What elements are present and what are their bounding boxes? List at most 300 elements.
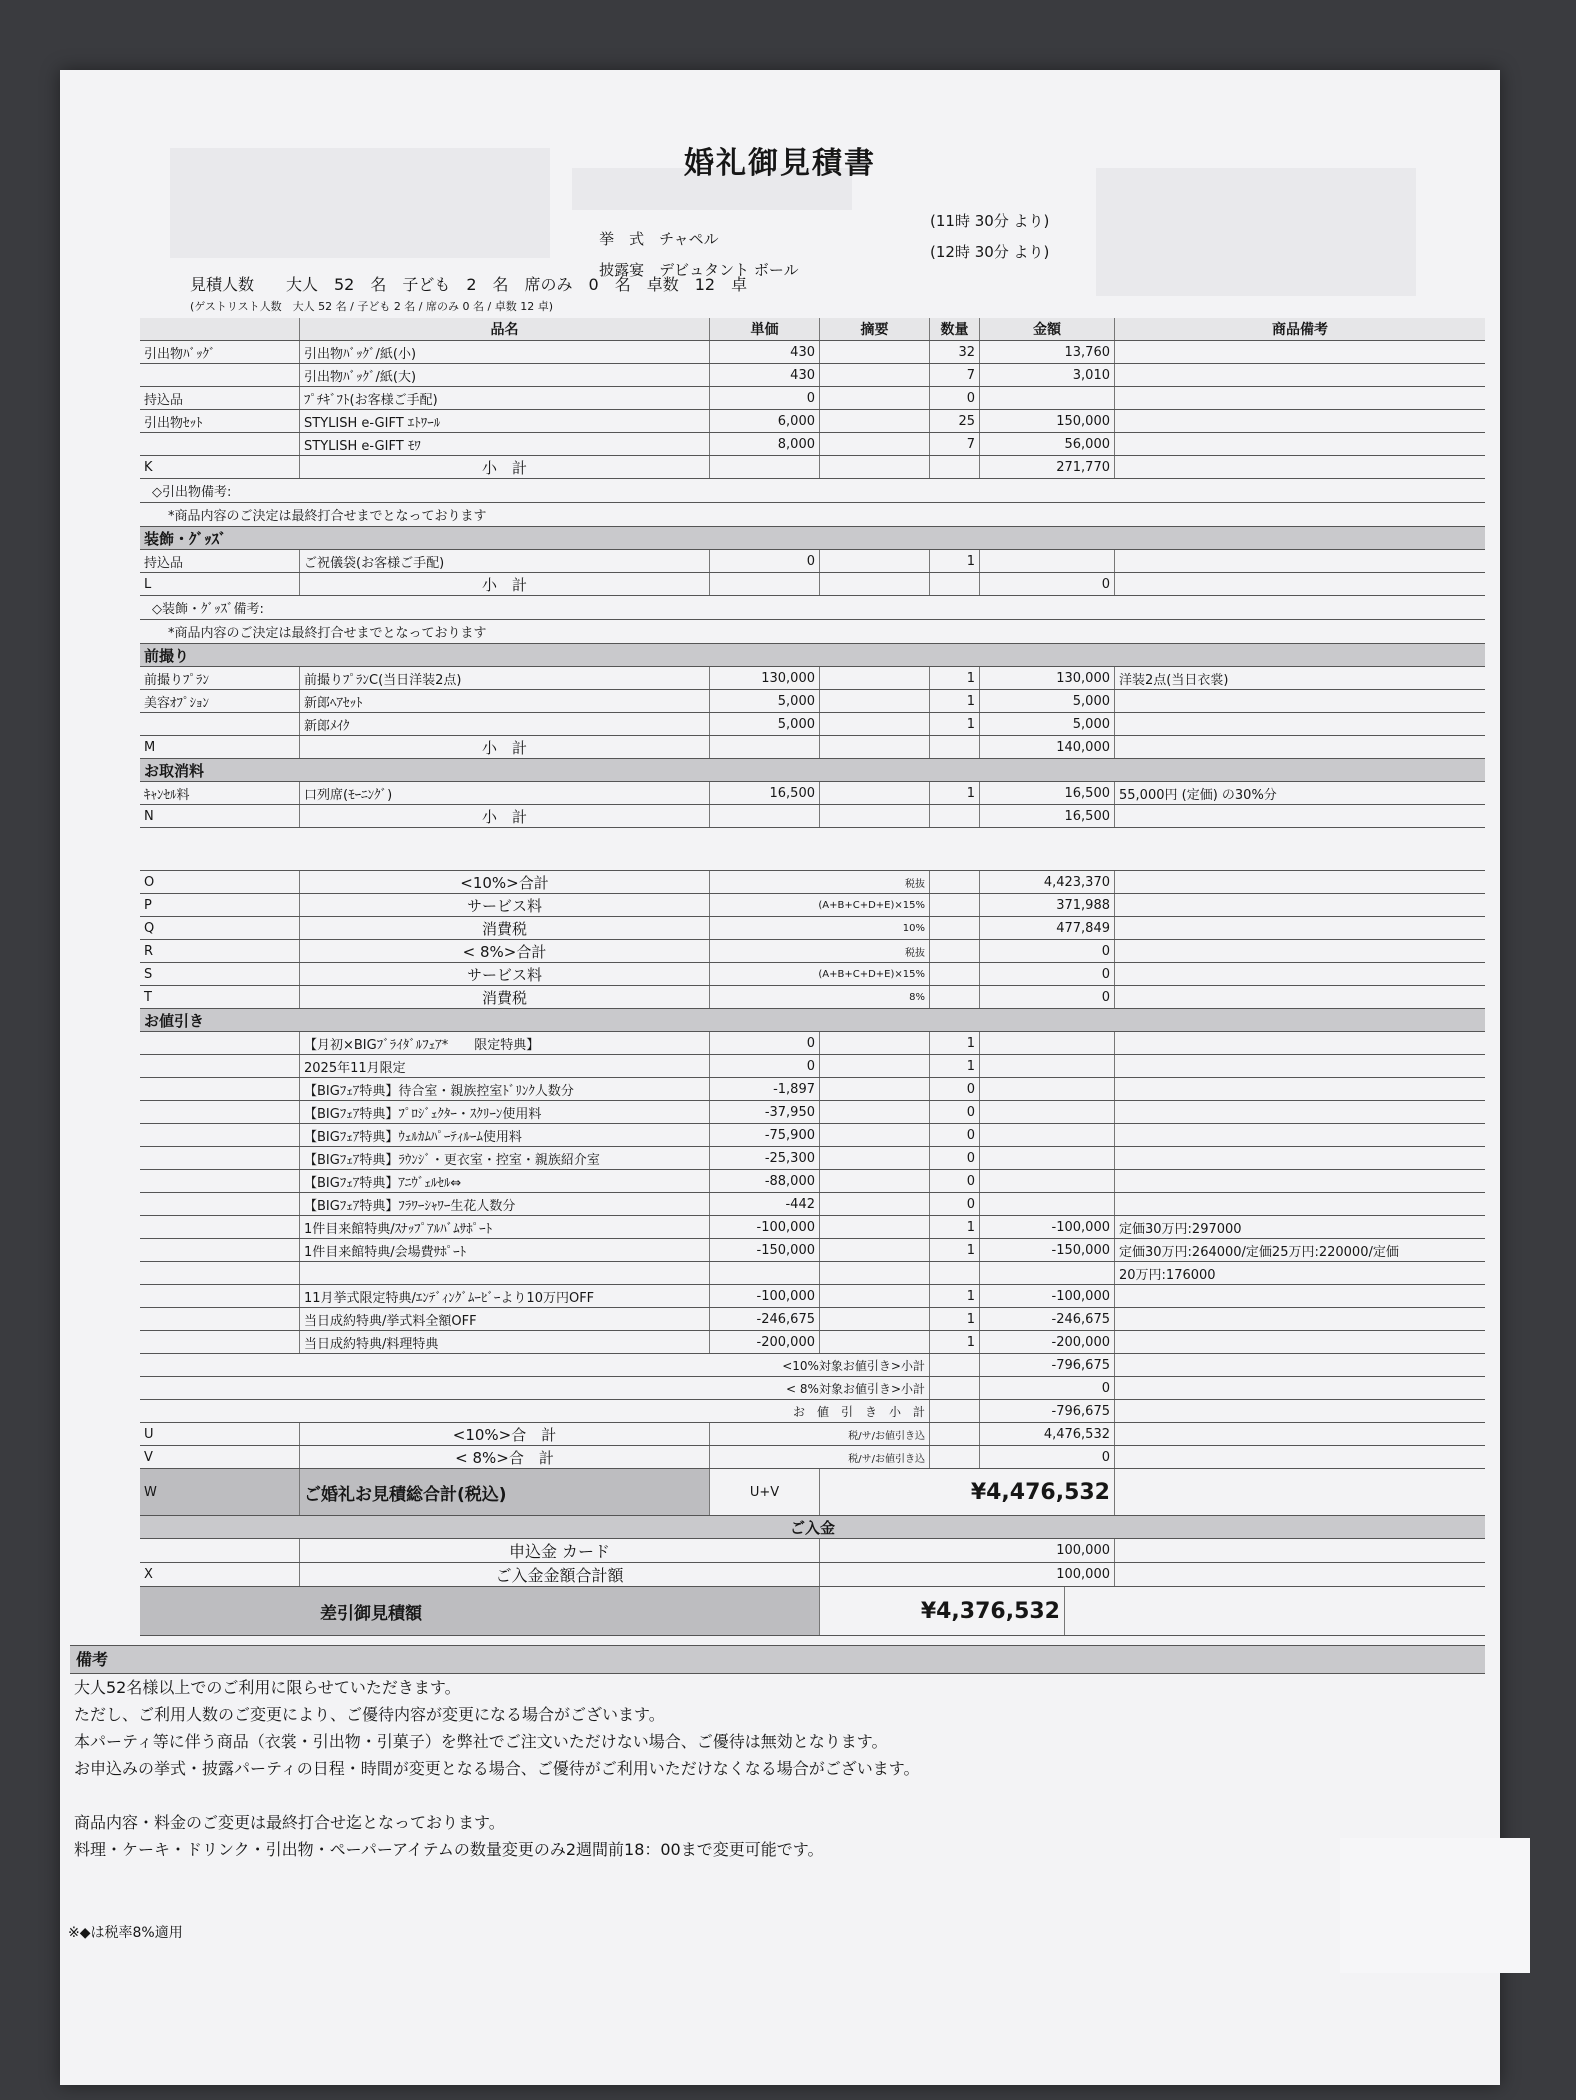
amount-cell: 5,000 xyxy=(980,713,1115,735)
quantity-cell: 1 xyxy=(930,1032,980,1054)
abstract-cell xyxy=(820,1124,930,1146)
unit-price-cell: -246,675 xyxy=(710,1308,820,1330)
subtotal-row xyxy=(140,573,1485,596)
category-cell xyxy=(140,1170,300,1192)
payment-row xyxy=(140,1539,1485,1563)
remark-line: 料理・ケーキ・ドリンク・引出物・ペーパーアイテムの数量変更のみ2週間前18：00まで変更可能です。 xyxy=(74,1840,824,1859)
quantity-cell: 0 xyxy=(930,1170,980,1192)
remark-line: 商品内容・料金のご変更は最終打合せ迄となっております。 xyxy=(74,1813,505,1832)
blank-cell xyxy=(930,871,980,893)
table-row xyxy=(140,550,1485,573)
blank-cell xyxy=(1115,736,1485,758)
total-label: < 8%>合計 xyxy=(300,940,710,962)
category-cell xyxy=(140,1078,300,1100)
discount-subtotal-row xyxy=(140,1354,1485,1377)
section-header xyxy=(140,527,1485,550)
redacted-area xyxy=(1340,1838,1530,1973)
abstract-cell xyxy=(820,1055,930,1077)
abstract-cell xyxy=(820,1216,930,1238)
item-name-cell: 引出物ﾊﾞｯｸﾞ/紙(小) xyxy=(300,341,710,363)
col-unit: 単価 xyxy=(710,318,820,340)
subtotal-row xyxy=(140,456,1485,479)
reception-time: (12時 30分 より) xyxy=(930,243,1050,261)
table-row xyxy=(140,410,1485,433)
amount-cell xyxy=(980,1032,1115,1054)
total-label: < 8%>合 計 xyxy=(300,1446,710,1468)
blank-cell xyxy=(930,986,980,1008)
table-row xyxy=(140,1239,1485,1262)
abstract-cell xyxy=(820,1078,930,1100)
category-cell xyxy=(140,1055,300,1077)
section-header xyxy=(140,759,1485,782)
category-cell xyxy=(140,1124,300,1146)
estimate-total-amount: ¥4,476,532 xyxy=(820,1469,1115,1515)
item-name-cell: ﾌﾟﾁｷﾞﾌﾄ(お客様ご手配) xyxy=(300,387,710,409)
blank-cell xyxy=(1115,1423,1485,1445)
blank-cell xyxy=(930,963,980,985)
unit-price-cell: -1,897 xyxy=(710,1078,820,1100)
discount-subtotal-label: <10%対象お値引き>小計 xyxy=(140,1354,930,1376)
blank-cell xyxy=(930,1354,980,1376)
table-row xyxy=(140,1308,1485,1331)
total-row xyxy=(140,986,1485,1009)
blank-cell xyxy=(930,1377,980,1399)
category-cell xyxy=(140,1147,300,1169)
item-remark-cell: 定価30万円:297000 xyxy=(1119,1221,1242,1237)
quantity-cell: 1 xyxy=(930,1308,980,1330)
item-name-cell: 当日成約特典/挙式料全額OFF xyxy=(300,1308,710,1330)
item-name-cell: 【BIGﾌｪｱ特典】待合室・親族控室ﾄﾞﾘﾝｸ人数分 xyxy=(300,1078,710,1100)
table-header xyxy=(140,318,1485,341)
item-name-cell xyxy=(300,1262,710,1284)
item-name-cell: 1件目来館特典/会場費ｻﾎﾟｰﾄ xyxy=(300,1239,710,1261)
unit-price-cell: -200,000 xyxy=(710,1331,820,1353)
abstract-cell xyxy=(820,1285,930,1307)
blank-cell xyxy=(820,573,930,595)
quantity-cell: 7 xyxy=(930,433,980,455)
balance-row xyxy=(140,1587,1485,1636)
category-cell: 持込品 xyxy=(140,387,300,409)
blank-cell xyxy=(930,456,980,478)
unit-price-cell: 0 xyxy=(710,550,820,572)
subtotal-amount: 16,500 xyxy=(980,805,1115,827)
table-row xyxy=(140,667,1485,690)
unit-price-cell: -37,950 xyxy=(710,1101,820,1123)
blank-cell xyxy=(930,736,980,758)
amount-cell xyxy=(980,1193,1115,1215)
item-remark-cell xyxy=(1115,1055,1485,1077)
abstract-cell xyxy=(820,341,930,363)
total-amount: 0 xyxy=(980,1446,1115,1468)
amount-cell: 5,000 xyxy=(980,690,1115,712)
blank-cell xyxy=(820,456,930,478)
table-row xyxy=(140,1124,1485,1147)
item-remark-cell xyxy=(1115,433,1485,455)
item-name-cell: 口列席(ﾓｰﾆﾝｸﾞ) xyxy=(300,782,710,804)
category-cell xyxy=(140,713,300,735)
document-title: 婚礼御見積書 xyxy=(684,146,876,181)
payment-title: ご入金 xyxy=(789,1518,835,1537)
total-mark: T xyxy=(140,986,300,1008)
category-cell: 引出物ﾊﾞｯｸﾞ xyxy=(140,341,300,363)
item-name-cell: 引出物ﾊﾞｯｸﾞ/紙(大) xyxy=(300,364,710,386)
col-remarks: 商品備考 xyxy=(1272,322,1328,338)
item-remark-cell xyxy=(1115,1124,1485,1146)
total-basis: 税/サ/お値引き込 xyxy=(710,1423,930,1445)
discount-subtotal-row xyxy=(140,1377,1485,1400)
blank-cell xyxy=(1115,917,1485,939)
table-row xyxy=(140,1055,1485,1078)
note-line: *商品内容のご決定は最終打合せまでとなっております xyxy=(140,620,1485,644)
footnote: ※◆は税率8%適用 xyxy=(68,1925,183,1941)
remark-line xyxy=(74,1782,1485,1809)
item-name-cell: STYLISH e-GIFT ﾓﾜ xyxy=(300,433,710,455)
subtotal-label: 小 計 xyxy=(300,573,710,595)
category-cell xyxy=(140,364,300,386)
blank-cell xyxy=(1115,456,1485,478)
ceremony-venue: チャペル xyxy=(659,230,719,248)
col-name: 品名 xyxy=(300,318,710,340)
remark-line: お申込みの挙式・披露パーティの日程・時間が変更となる場合、ご優待がご利用いただけなくなる場合がございます。 xyxy=(74,1759,920,1778)
table-row xyxy=(140,433,1485,456)
total-basis: (A+B+C+D+E)×15% xyxy=(710,963,930,985)
table-row xyxy=(140,1032,1485,1055)
blank-cell xyxy=(930,1446,980,1468)
abstract-cell xyxy=(820,782,930,804)
amount-cell: -200,000 xyxy=(980,1331,1115,1353)
unit-price-cell: -100,000 xyxy=(710,1285,820,1307)
blank-cell xyxy=(1115,1354,1485,1376)
total-row xyxy=(140,894,1485,917)
total-amount: 4,423,370 xyxy=(980,871,1115,893)
category-cell xyxy=(140,1285,300,1307)
item-remark-cell xyxy=(1115,341,1485,363)
quantity-cell: 0 xyxy=(930,387,980,409)
table-row xyxy=(140,1078,1485,1101)
quantity-cell: 0 xyxy=(930,1147,980,1169)
quantity-cell: 0 xyxy=(930,1101,980,1123)
discount-subtotal-amount: 0 xyxy=(980,1377,1115,1399)
item-remark-cell xyxy=(1115,1032,1485,1054)
total-mark: O xyxy=(140,871,300,893)
blank-cell xyxy=(710,736,820,758)
item-remark-cell xyxy=(1115,1101,1485,1123)
table-row xyxy=(140,1101,1485,1124)
amount-cell xyxy=(980,1262,1115,1284)
amount-cell xyxy=(980,1055,1115,1077)
subtotal-mark: K xyxy=(140,456,300,478)
payment-amount: 100,000 xyxy=(820,1563,1115,1586)
category-cell: 引出物ｾｯﾄ xyxy=(140,410,300,432)
unit-price-cell: -100,000 xyxy=(710,1216,820,1238)
item-remark-cell: 55,000円 (定価) の30%分 xyxy=(1119,787,1277,803)
item-name-cell: STYLISH e-GIFT ｴﾄﾜｰﾙ xyxy=(300,410,710,432)
reception-venue: デビュタント ボール xyxy=(659,261,799,279)
total-row xyxy=(140,1446,1485,1469)
blank-cell xyxy=(1115,1377,1485,1399)
unit-price-cell: 5,000 xyxy=(710,713,820,735)
category-cell: 持込品 xyxy=(140,550,300,572)
amount-cell xyxy=(980,1124,1115,1146)
amount-cell xyxy=(980,1147,1115,1169)
subtotal-amount: 0 xyxy=(980,573,1115,595)
amount-cell xyxy=(980,550,1115,572)
total-mark: S xyxy=(140,963,300,985)
total-label: <10%>合 計 xyxy=(300,1423,710,1445)
total-basis: 10% xyxy=(710,917,930,939)
remark-line: ただし、ご利用人数のご変更により、ご優待内容が変更になる場合がございます。 xyxy=(74,1705,665,1724)
abstract-cell xyxy=(820,387,930,409)
item-remark-cell xyxy=(1115,364,1485,386)
abstract-cell xyxy=(820,1101,930,1123)
quantity-cell: 32 xyxy=(930,341,980,363)
unit-price-cell: 0 xyxy=(710,1055,820,1077)
section-title: お値引き xyxy=(144,1011,205,1030)
remarks-section xyxy=(70,1645,1485,1863)
quantity-cell: 1 xyxy=(930,713,980,735)
category-cell xyxy=(140,1101,300,1123)
total-label: サービス料 xyxy=(300,894,710,916)
item-name-cell: 【BIGﾌｪｱ特典】ｱﾆｳﾞｪﾙｾﾙ⇔ xyxy=(300,1170,710,1192)
total-row xyxy=(140,1423,1485,1446)
total-mark: V xyxy=(140,1446,300,1468)
quantity-cell: 1 xyxy=(930,1331,980,1353)
estimate-table xyxy=(140,318,1485,1636)
category-cell xyxy=(140,1331,300,1353)
item-name-cell: 当日成約特典/料理特典 xyxy=(300,1331,710,1353)
item-name-cell: 【BIGﾌｪｱ特典】ｳｪﾙｶﾑﾊﾟｰﾃｨﾙｰﾑ使用料 xyxy=(300,1124,710,1146)
item-remark-cell xyxy=(1115,387,1485,409)
section-title: お取消料 xyxy=(144,761,205,780)
subtotal-label: 小 計 xyxy=(300,736,710,758)
item-remark-cell xyxy=(1115,1078,1485,1100)
section-title: 装飾・ｸﾞｯｽﾞ xyxy=(144,529,227,548)
total-row xyxy=(140,963,1485,986)
item-name-cell: 1件目来館特典/ｽﾅｯﾌﾟｱﾙﾊﾞﾑｻﾎﾟｰﾄ xyxy=(300,1216,710,1238)
blank-cell xyxy=(1115,573,1485,595)
blank-cell xyxy=(710,456,820,478)
abstract-cell xyxy=(820,1262,930,1284)
payment-mark xyxy=(140,1539,300,1562)
guestlist-count: (ゲストリスト人数 大人 52 名 / 子ども 2 名 / 席のみ 0 名 / 卓数 12 卓) xyxy=(190,300,553,313)
amount-cell: -246,675 xyxy=(980,1308,1115,1330)
payment-label: 申込金 カード xyxy=(300,1539,820,1562)
item-remark-cell: 洋装2点(当日衣裳) xyxy=(1119,672,1229,688)
item-remark-cell xyxy=(1115,1147,1485,1169)
discount-subtotal-label: < 8%対象お値引き>小計 xyxy=(140,1377,930,1399)
blank-cell xyxy=(930,894,980,916)
unit-price-cell: -25,300 xyxy=(710,1147,820,1169)
total-mark: U xyxy=(140,1423,300,1445)
unit-price-cell: 0 xyxy=(710,1032,820,1054)
subtotal-row xyxy=(140,736,1485,759)
amount-cell: 130,000 xyxy=(980,667,1115,689)
unit-price-cell: 430 xyxy=(710,341,820,363)
unit-price-cell: -88,000 xyxy=(710,1170,820,1192)
item-name-cell: 新郎ﾍｱｾｯﾄ xyxy=(300,690,710,712)
balance-label: 差引御見積額 xyxy=(140,1587,820,1635)
quantity-cell: 1 xyxy=(930,1216,980,1238)
blank-cell xyxy=(930,940,980,962)
quantity-cell: 0 xyxy=(930,1193,980,1215)
table-row xyxy=(140,341,1485,364)
blank-cell xyxy=(1115,894,1485,916)
total-amount: 371,988 xyxy=(980,894,1115,916)
headcount: 見積人数 大人 52 名 子ども 2 名 席のみ 0 名 卓数 12 卓 xyxy=(190,275,748,294)
blank-cell xyxy=(930,1400,980,1422)
remark-line: 大人52名様以上でのご利用に限らせていただきます。 xyxy=(74,1678,461,1697)
discount-subtotal-amount: -796,675 xyxy=(980,1354,1115,1376)
amount-cell: 3,010 xyxy=(980,364,1115,386)
amount-cell xyxy=(980,1078,1115,1100)
item-name-cell: 2025年11月限定 xyxy=(300,1055,710,1077)
category-cell xyxy=(140,1193,300,1215)
total-amount: 477,849 xyxy=(980,917,1115,939)
payment-header xyxy=(140,1516,1485,1539)
remarks-title: 備考 xyxy=(70,1645,1485,1674)
table-row xyxy=(140,1331,1485,1354)
blank-cell xyxy=(820,805,930,827)
amount-cell: 16,500 xyxy=(980,782,1115,804)
payment-row xyxy=(140,1563,1485,1587)
reception-label: 披露宴 xyxy=(599,261,645,279)
table-row xyxy=(140,1216,1485,1239)
item-name-cell: 前撮りﾌﾟﾗﾝC(当日洋装2点) xyxy=(300,667,710,689)
payment-amount: 100,000 xyxy=(820,1539,1115,1562)
amount-cell xyxy=(980,387,1115,409)
total-amount: 0 xyxy=(980,963,1115,985)
total-basis: (A+B+C+D+E)×15% xyxy=(710,894,930,916)
category-cell xyxy=(140,1308,300,1330)
total-mark: Q xyxy=(140,917,300,939)
total-mark: R xyxy=(140,940,300,962)
payment-label: ご入金金額合計額 xyxy=(300,1563,820,1586)
blank-cell xyxy=(710,573,820,595)
item-remark-cell: 定価30万円:264000/定価25万円:220000/定価 xyxy=(1119,1244,1399,1260)
unit-price-cell: 5,000 xyxy=(710,690,820,712)
unit-price-cell: 0 xyxy=(710,387,820,409)
table-row xyxy=(140,713,1485,736)
blank-cell xyxy=(1065,1587,1485,1635)
unit-price-cell: 8,000 xyxy=(710,433,820,455)
note-line: *商品内容のご決定は最終打合せまでとなっております xyxy=(140,503,1485,527)
subtotal-label: 小 計 xyxy=(300,805,710,827)
quantity-cell: 0 xyxy=(930,1078,980,1100)
blank-cell xyxy=(1115,986,1485,1008)
discount-subtotal-amount: -796,675 xyxy=(980,1400,1115,1422)
abstract-cell xyxy=(820,1239,930,1261)
col-amount: 金額 xyxy=(980,318,1115,340)
unit-price-cell: 6,000 xyxy=(710,410,820,432)
quantity-cell: 1 xyxy=(930,1239,980,1261)
subtotal-mark: N xyxy=(140,805,300,827)
category-cell xyxy=(140,1262,300,1284)
section-header xyxy=(140,1009,1485,1032)
blank-cell xyxy=(1115,963,1485,985)
blank-cell xyxy=(930,917,980,939)
blank-cell xyxy=(930,573,980,595)
table-row xyxy=(140,782,1485,805)
total-basis: 税抜 xyxy=(710,940,930,962)
amount-cell: 150,000 xyxy=(980,410,1115,432)
quantity-cell: 7 xyxy=(930,364,980,386)
abstract-cell xyxy=(820,667,930,689)
item-name-cell: 【BIGﾌｪｱ特典】ﾌﾗﾜｰｼｬﾜｰ生花人数分 xyxy=(300,1193,710,1215)
total-row xyxy=(140,871,1485,894)
table-row xyxy=(140,1262,1485,1285)
amount-cell: -150,000 xyxy=(980,1239,1115,1261)
amount-cell xyxy=(980,1170,1115,1192)
unit-price-cell: 16,500 xyxy=(710,782,820,804)
blank-cell xyxy=(1115,1563,1485,1586)
blank-cell xyxy=(820,736,930,758)
total-amount: 0 xyxy=(980,986,1115,1008)
abstract-cell xyxy=(820,364,930,386)
quantity-cell: 1 xyxy=(930,782,980,804)
estimate-total-label: ご婚礼お見積総合計(税込) xyxy=(300,1469,710,1515)
blank-cell xyxy=(1115,940,1485,962)
abstract-cell xyxy=(820,1308,930,1330)
item-name-cell: 11月挙式限定特典/ｴﾝﾃﾞｨﾝｸﾞﾑｰﾋﾞｰより10万円OFF xyxy=(300,1285,710,1307)
item-remark-cell xyxy=(1115,690,1485,712)
category-cell xyxy=(140,1239,300,1261)
unit-price-cell: 430 xyxy=(710,364,820,386)
item-name-cell: 【BIGﾌｪｱ特典】ﾗｳﾝｼﾞ・更衣室・控室・親族紹介室 xyxy=(300,1147,710,1169)
quantity-cell: 0 xyxy=(930,1124,980,1146)
abstract-cell xyxy=(820,1193,930,1215)
section-header xyxy=(140,644,1485,667)
item-remark-cell xyxy=(1115,1193,1485,1215)
total-mark: P xyxy=(140,894,300,916)
quantity-cell: 1 xyxy=(930,550,980,572)
total-mark: W xyxy=(140,1469,300,1515)
item-remark-cell xyxy=(1115,1285,1485,1307)
note-line: ◇装飾・ｸﾞｯｽﾞ備考: xyxy=(140,596,1485,620)
abstract-cell xyxy=(820,550,930,572)
quantity-cell: 1 xyxy=(930,1055,980,1077)
quantity-cell: 1 xyxy=(930,690,980,712)
category-cell xyxy=(140,1032,300,1054)
total-amount: 4,476,532 xyxy=(980,1423,1115,1445)
subtotal-label: 小 計 xyxy=(300,456,710,478)
spacer-row xyxy=(140,828,1485,871)
total-row xyxy=(140,940,1485,963)
item-name-cell: ご祝儀袋(お客様ご手配) xyxy=(300,550,710,572)
remark-line: 本パーティ等に伴う商品（衣裳・引出物・引菓子）を弊社でご注文いただけない場合、ご優待は無効となります。 xyxy=(74,1732,888,1751)
item-name-cell: 【月初×BIGﾌﾞﾗｲﾀﾞﾙﾌｪｱ* 限定特典】 xyxy=(300,1032,710,1054)
unit-price-cell xyxy=(710,1262,820,1284)
estimate-total-row xyxy=(140,1469,1485,1516)
blank-cell xyxy=(1115,1400,1485,1422)
discount-subtotal-row xyxy=(140,1400,1485,1423)
table-row xyxy=(140,1193,1485,1216)
blank-cell xyxy=(1115,1469,1485,1515)
blank-cell xyxy=(930,805,980,827)
item-remark-cell xyxy=(1115,713,1485,735)
note-line: ◇引出物備考: xyxy=(140,479,1485,503)
blank-cell xyxy=(710,805,820,827)
quantity-cell: 25 xyxy=(930,410,980,432)
total-label: <10%>合計 xyxy=(300,871,710,893)
subtotal-mark: L xyxy=(140,573,300,595)
subtotal-amount: 140,000 xyxy=(980,736,1115,758)
quantity-cell: 1 xyxy=(930,1285,980,1307)
blank-cell xyxy=(1115,1446,1485,1468)
item-remark-cell xyxy=(1115,550,1485,572)
estimate-total-basis: U+V xyxy=(710,1469,820,1515)
table-row xyxy=(140,364,1485,387)
unit-price-cell: -150,000 xyxy=(710,1239,820,1261)
